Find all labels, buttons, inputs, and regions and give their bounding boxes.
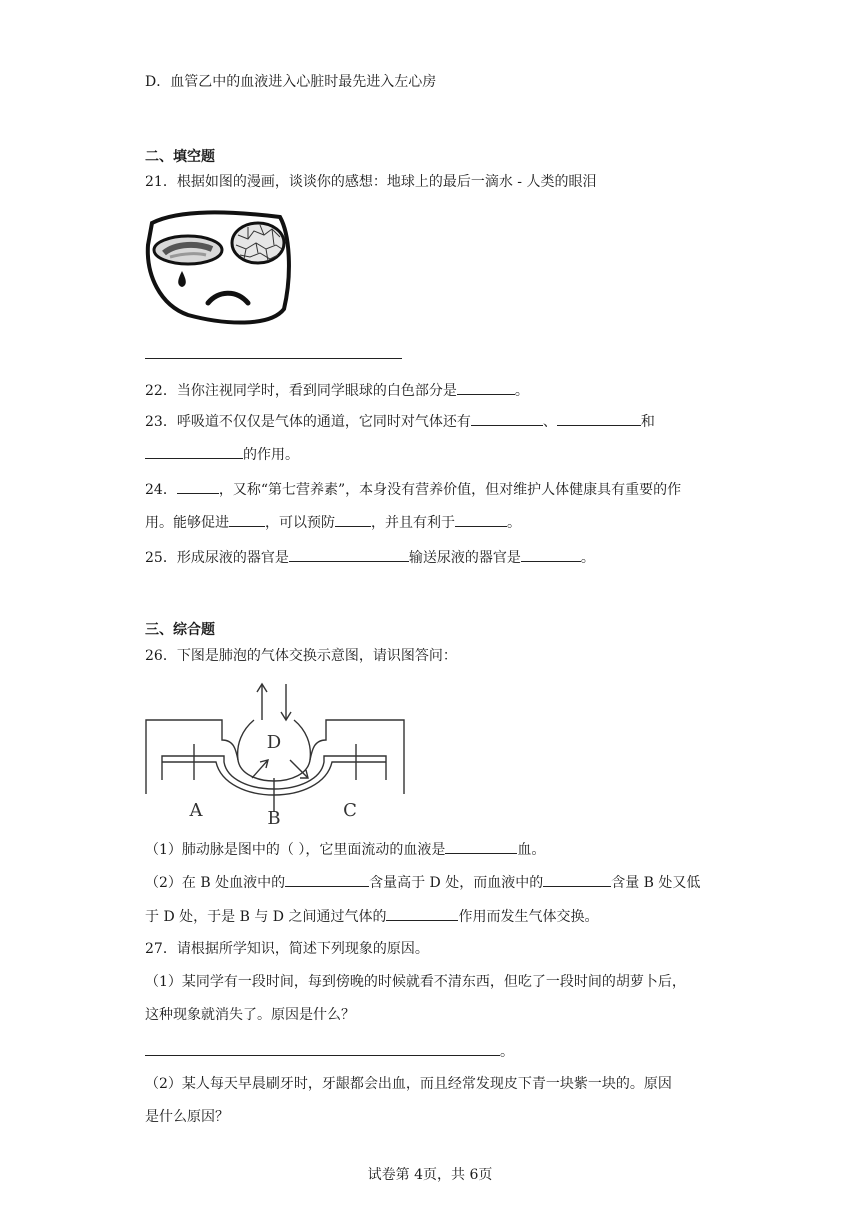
q20-option-d: D．血管乙中的血液进入心脏时最先进入左心房 xyxy=(145,74,437,90)
q23-text xyxy=(145,410,655,433)
q22-blank xyxy=(457,379,515,395)
diagram-label-a: A xyxy=(189,800,203,821)
q22-text xyxy=(145,379,529,402)
q23-end: 的作用。 xyxy=(243,447,299,463)
diagram-label-d: D xyxy=(266,732,282,753)
q23-and: 和 xyxy=(640,414,655,430)
q26-2-stem: （2）在 B 处血液中的 xyxy=(145,875,286,891)
q25-mid: 输送尿液的器官是 xyxy=(408,550,521,566)
q23-blank-3 xyxy=(145,443,243,459)
q25-end: 。 xyxy=(580,550,595,566)
q26-2-blank-1 xyxy=(285,871,369,887)
q27-1-text: （1）某同学有一段时间，每到傍晚的时候就看不清东西，但吃了一段时间的胡萝卜后， xyxy=(145,974,686,990)
q24-text-cont xyxy=(145,511,521,534)
q26-1-blank xyxy=(445,838,517,854)
q24-stem: ，又称“第七营养素”，本身没有营养价值，但对维护人体健康具有重要的作 xyxy=(218,482,682,498)
section-3-title: 三、综合题 xyxy=(145,622,215,638)
q26-2-blank-2 xyxy=(543,871,611,887)
q25-stem: 25．形成尿液的器官是 xyxy=(145,550,289,566)
q27-2-text: （2）某人每天早晨刷牙时，牙龈都会出血，而且经常发现皮下青一块紫一块的。原因 xyxy=(145,1076,672,1092)
q27-1-blank xyxy=(145,1040,500,1056)
q21-text: 21．根据如图的漫画，谈谈你的感想：地球上的最后一滴水 - 人类的眼泪 xyxy=(145,174,597,190)
q26-2-end: 作用而发生气体交换。 xyxy=(458,909,599,925)
q27-text: 27．请根据所学知识，简述下列现象的原因。 xyxy=(145,941,429,957)
q26-2-blank-3 xyxy=(386,905,458,921)
q26-1-end: 血。 xyxy=(517,842,546,858)
q25-blank-1 xyxy=(289,546,409,562)
q24-part-1: 用。能够促进 xyxy=(145,515,229,531)
q24-blank-4 xyxy=(455,511,507,527)
q24-part-2: ，可以预防 xyxy=(265,515,335,531)
q25-blank-2 xyxy=(521,546,581,562)
q23-sep: 、 xyxy=(542,414,557,430)
q26-1-text xyxy=(145,838,545,861)
q24-blank-3 xyxy=(335,511,371,527)
q21-answer-blank xyxy=(145,358,402,359)
diagram-label-c: C xyxy=(343,800,357,821)
q24-part-3: ，并且有利于 xyxy=(371,515,455,531)
diagram-label-b: B xyxy=(267,808,281,825)
page-footer: 试卷第 4页，共 6页 xyxy=(367,1167,493,1183)
q26-text: 26．下图是肺泡的气体交换示意图，请识图答问： xyxy=(145,648,457,664)
q22-end: 。 xyxy=(514,383,529,399)
q26-2-text xyxy=(145,871,700,894)
q26-2-part: 于 D 处，于是 B 与 D 之间通过气体的 xyxy=(145,909,387,925)
q26-2-mid: 含量高于 D 处，而血液中的 xyxy=(369,875,544,891)
section-2-title: 二、填空题 xyxy=(145,149,215,165)
q24-text xyxy=(145,478,681,501)
q26-2-text-cont xyxy=(145,905,598,928)
q26-1-stem: （1）肺动脉是图中的（ ），它里面流动的血液是 xyxy=(145,842,446,858)
q25-text xyxy=(145,546,595,569)
q23-blank-1 xyxy=(471,410,543,426)
q27-2-text-cont: 是什么原因？ xyxy=(145,1109,229,1125)
q23-stem: 23．呼吸道不仅仅是气体的通道，它同时对气体还有 xyxy=(145,414,471,430)
q27-1-end: 。 xyxy=(500,1044,514,1060)
alveolus-gas-exchange-diagram xyxy=(144,680,406,825)
q24-blank-2 xyxy=(229,511,265,527)
q24-blank-1 xyxy=(177,478,219,494)
q23-blank-2 xyxy=(557,410,641,426)
q27-1-answer xyxy=(145,1040,514,1063)
q23-text-cont xyxy=(145,443,299,466)
q26-2-tail: 含量 B 处又低 xyxy=(611,875,701,891)
cartoon-earth-tear-image xyxy=(140,205,295,330)
q24-end: 。 xyxy=(507,515,521,531)
q27-1-text-cont: 这种现象就消失了。原因是什么？ xyxy=(145,1007,355,1023)
q22-stem: 22．当你注视同学时，看到同学眼球的白色部分是 xyxy=(145,383,457,399)
q24-num: 24． xyxy=(145,482,177,498)
